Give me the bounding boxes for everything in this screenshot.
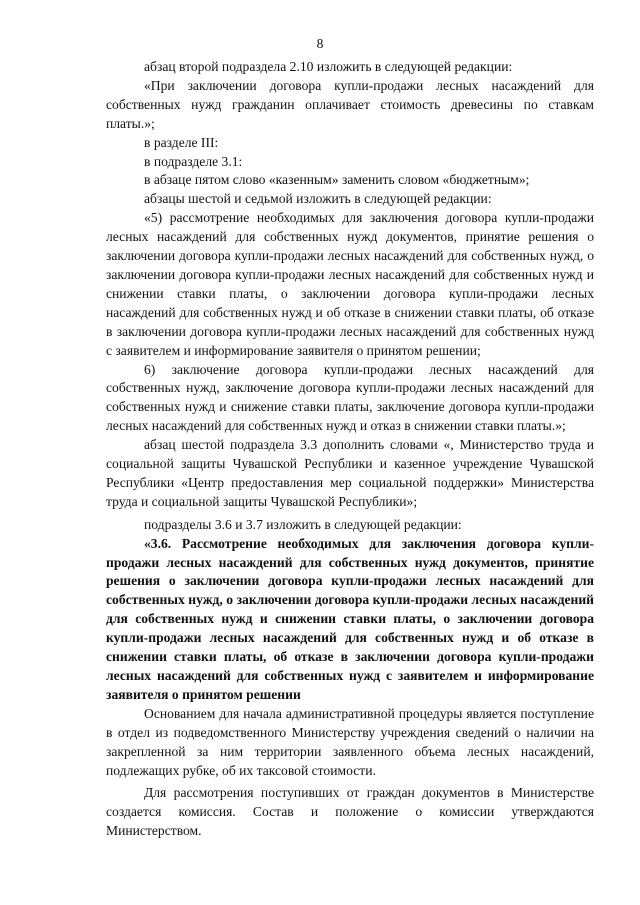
document-body	[106, 58, 594, 841]
paragraph-3: в разделе III:	[144, 134, 219, 150]
paragraph-4: в подразделе 3.1:	[144, 153, 243, 169]
paragraph-10: подразделы 3.6 и 3.7 изложить в следующей редакции:	[144, 516, 462, 532]
section-heading-3-6: «3.6. Рассмотрение необходимых для заключения договора купли-продажи лесных насаждений для собственных нужд документов, принятие решения о заключении договора купли-продажи лесных насаждений для собственных нужд, о заключении договора купли-продажи лесных насаждений для собственных нужд и снижении ставки платы, о заключении договора купли-продажи лесных насаждений для собственных нужд и об отказе в снижении ставки платы, об отказе в заключении договора купли-продажи лесных насаждений для собственных нужд с заявителем и информирование заявителя о принятом решении	[106, 535, 594, 702]
paragraph-9: абзац шестой подраздела 3.3 дополнить словами «, Министерство труда и социальной защиты Чувашской Республики и казенное учреждение Чувашской Республики «Центр предоставления мер социальной поддержки» Министерства труда и социальной защиты Чувашской Республики»;	[106, 437, 594, 509]
paragraph-12: Основанием для начала административной процедуры является поступление в отдел из подведомственного Министерству учреждения сведений о наличии на закрепленной за ним территории заявленного объема лесных насаждений, подлежащих рубке, об их таксовой стоимости.	[106, 705, 594, 778]
paragraph-1: абзац второй подраздела 2.10 изложить в следующей редакции:	[144, 59, 513, 74]
paragraph-6: абзацы шестой и седьмой изложить в следующей редакции:	[144, 191, 492, 207]
paragraph-13: Для рассмотрения поступивших от граждан документов в Министерстве создается комиссия. Состав и положение о комиссии утверждаются Министерством.	[106, 785, 594, 839]
paragraph-2: «При заключении договора купли-продажи лесных насаждений для собственных нужд гражданин оплачивает стоимость древесины по ставкам платы.»;	[106, 77, 594, 131]
page-number: 8	[316, 36, 324, 51]
paragraph-5: в абзаце пятом слово «казенным» заменить словом «бюджетным»;	[144, 172, 530, 188]
paragraph-8: 6) заключение договора купли-продажи лесных насаждений для собственных нужд, заключение договора купли-продажи лесных насаждений для собственных нужд и снижение ставки платы, заключение договора купли-продажи лесных насаждений для собственных нужд и отказ в снижении ставки платы.»;	[106, 361, 594, 434]
paragraph-7: «5) рассмотрение необходимых для заключения договора купли-продажи лесных насаждений для собственных нужд документов, принятие решения о заключении договора купли-продажи лесных насаждений для собственных нужд, о заключении договора купли-продажи лесных насаждений для собственных нужд и снижении ставки платы, о заключении договора купли-продажи лесных насаждений для собственных нужд и об отказе в снижении ставки платы, об отказе в заключении договора купли-продажи лесных насаждений для собственных нужд с заявителем и информирование заявителя о принятом решении;	[106, 210, 594, 358]
